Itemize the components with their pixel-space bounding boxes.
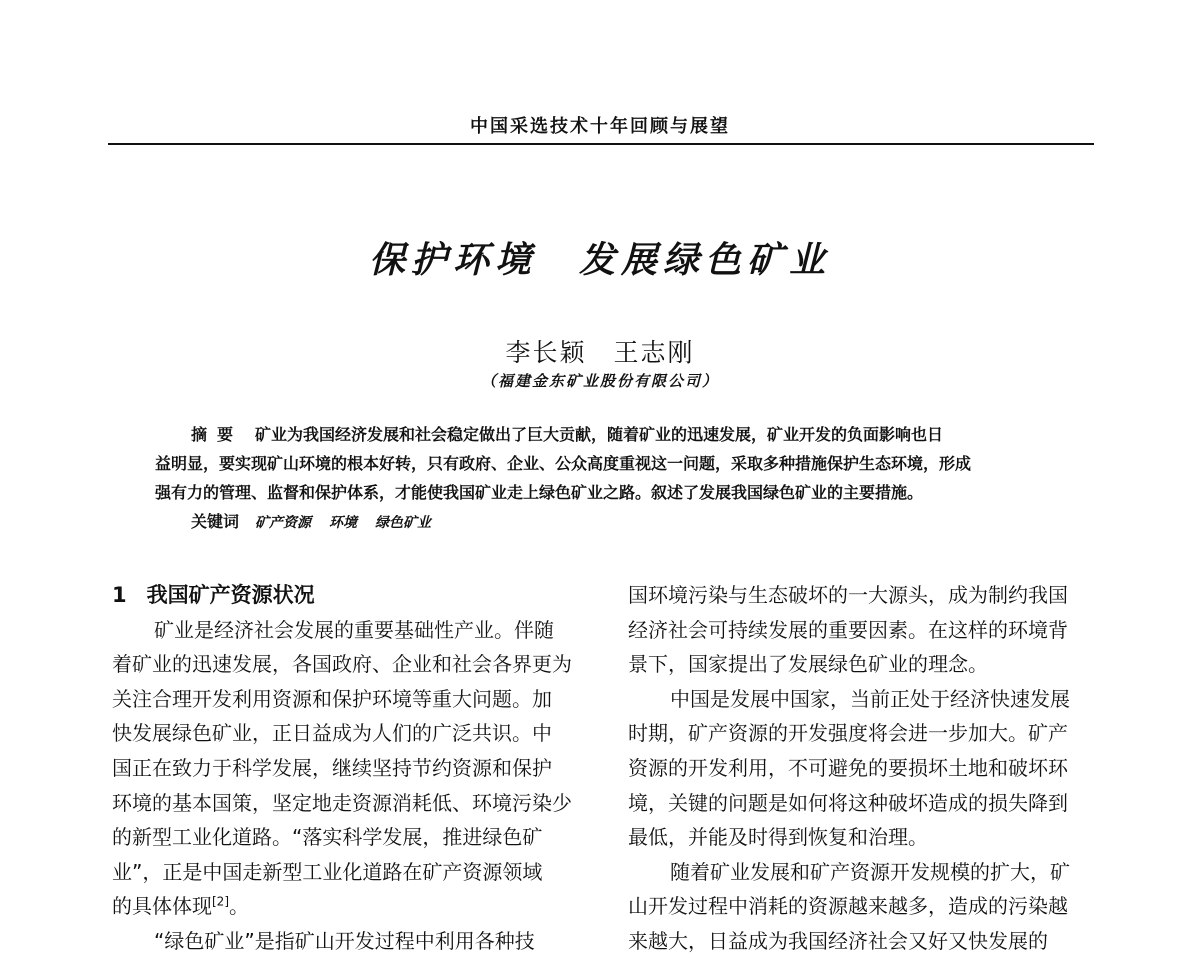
authors: 李长颖 王志刚 [505, 338, 695, 367]
right-column [628, 578, 1108, 959]
header-rule [108, 143, 1094, 145]
body-line: 环境的基本国策，坚定地走资源消耗低、环境污染少 [112, 790, 572, 815]
paper-title: 保护环境 发展绿色矿业 [368, 239, 831, 281]
body-line: 国正在致力于科学发展，继续坚持节约资源和保护 [112, 755, 552, 780]
keyword: 矿产资源 [255, 515, 312, 531]
keyword: 环境 [329, 515, 358, 531]
body-line: 着矿业的迅速发展，各国政府、企业和社会各界更为 [112, 652, 572, 677]
abstract-text: 矿业为我国经济发展和社会稳定做出了巨大贡献，随着矿业的迅速发展，矿业开发的负面影响也日 [255, 425, 944, 444]
abstract-line: 益明显，要实现矿山环境的根本好转，只有政府、企业、公众高度重视这一问题，采取多种措施保护生态环境，形成 [155, 454, 972, 473]
body-line: 景下，国家提出了发展绿色矿业的理念。 [628, 652, 988, 677]
body-line: 山开发过程中消耗的资源越来越多，造成的污染越 [628, 894, 1068, 919]
abstract-line [155, 420, 1055, 449]
keywords-line [155, 507, 1055, 538]
body-line: 资源的开发利用，不可避免的要损坏土地和破坏环 [628, 755, 1068, 780]
keywords-label: 关键词 [191, 512, 240, 531]
keyword: 绿色矿业 [375, 515, 432, 531]
body-line: 中国是发展中国家，当前正处于经济快速发展 [670, 686, 1070, 711]
body-line: 来越大，日益成为我国经济社会又好又快发展的 [628, 928, 1048, 953]
abstract-label: 摘要 [191, 425, 244, 444]
section-number: 1 [112, 583, 127, 607]
body-text: 的具体体现 [112, 894, 212, 919]
body-line: 业”，正是中国走新型工业化道路在矿产资源领域 [112, 859, 543, 884]
abstract [155, 420, 1055, 538]
section-title: 我国矿产资源状况 [146, 583, 315, 607]
left-column [112, 578, 592, 959]
body-line: 的新型工业化道路。“落实科学发展，推进绿色矿 [112, 825, 543, 850]
body-line [112, 889, 592, 924]
affiliation: （福建金东矿业股份有限公司） [480, 372, 719, 390]
body-line: 矿业是经济社会发展的重要基础性产业。伴随 [154, 617, 554, 642]
body-line: 经济社会可持续发展的重要因素。在这样的环境背 [628, 617, 1068, 642]
body-line: 关注合理开发利用资源和保护环境等重大问题。加 [112, 686, 552, 711]
citation: [2] [212, 894, 229, 909]
body-text: 。 [229, 894, 249, 919]
body-line: 随着矿业发展和矿产资源开发规模的扩大，矿 [670, 859, 1070, 884]
body-line: 快发展绿色矿业，正日益成为人们的广泛共识。中 [112, 721, 552, 746]
body-line: 境，关键的问题是如何将这种破坏造成的损失降到 [628, 790, 1068, 815]
section-heading [112, 578, 592, 613]
body-line: 最低，并能及时得到恢复和治理。 [628, 825, 928, 850]
body-line-cut: “绿色矿业”是指矿山开发过程中利用各种技 [154, 928, 535, 953]
abstract-line: 强有力的管理、监督和保护体系，才能使我国矿业走上绿色矿业之路。叙述了发展我国绿色矿业的主要措施。 [155, 483, 924, 502]
body-line: 时期，矿产资源的开发强度将会进一步加大。矿产 [628, 721, 1068, 746]
running-head: 中国采选技术十年回顾与展望 [470, 116, 730, 137]
body-line: 国环境污染与生态破坏的一大源头，成为制约我国 [628, 583, 1068, 607]
